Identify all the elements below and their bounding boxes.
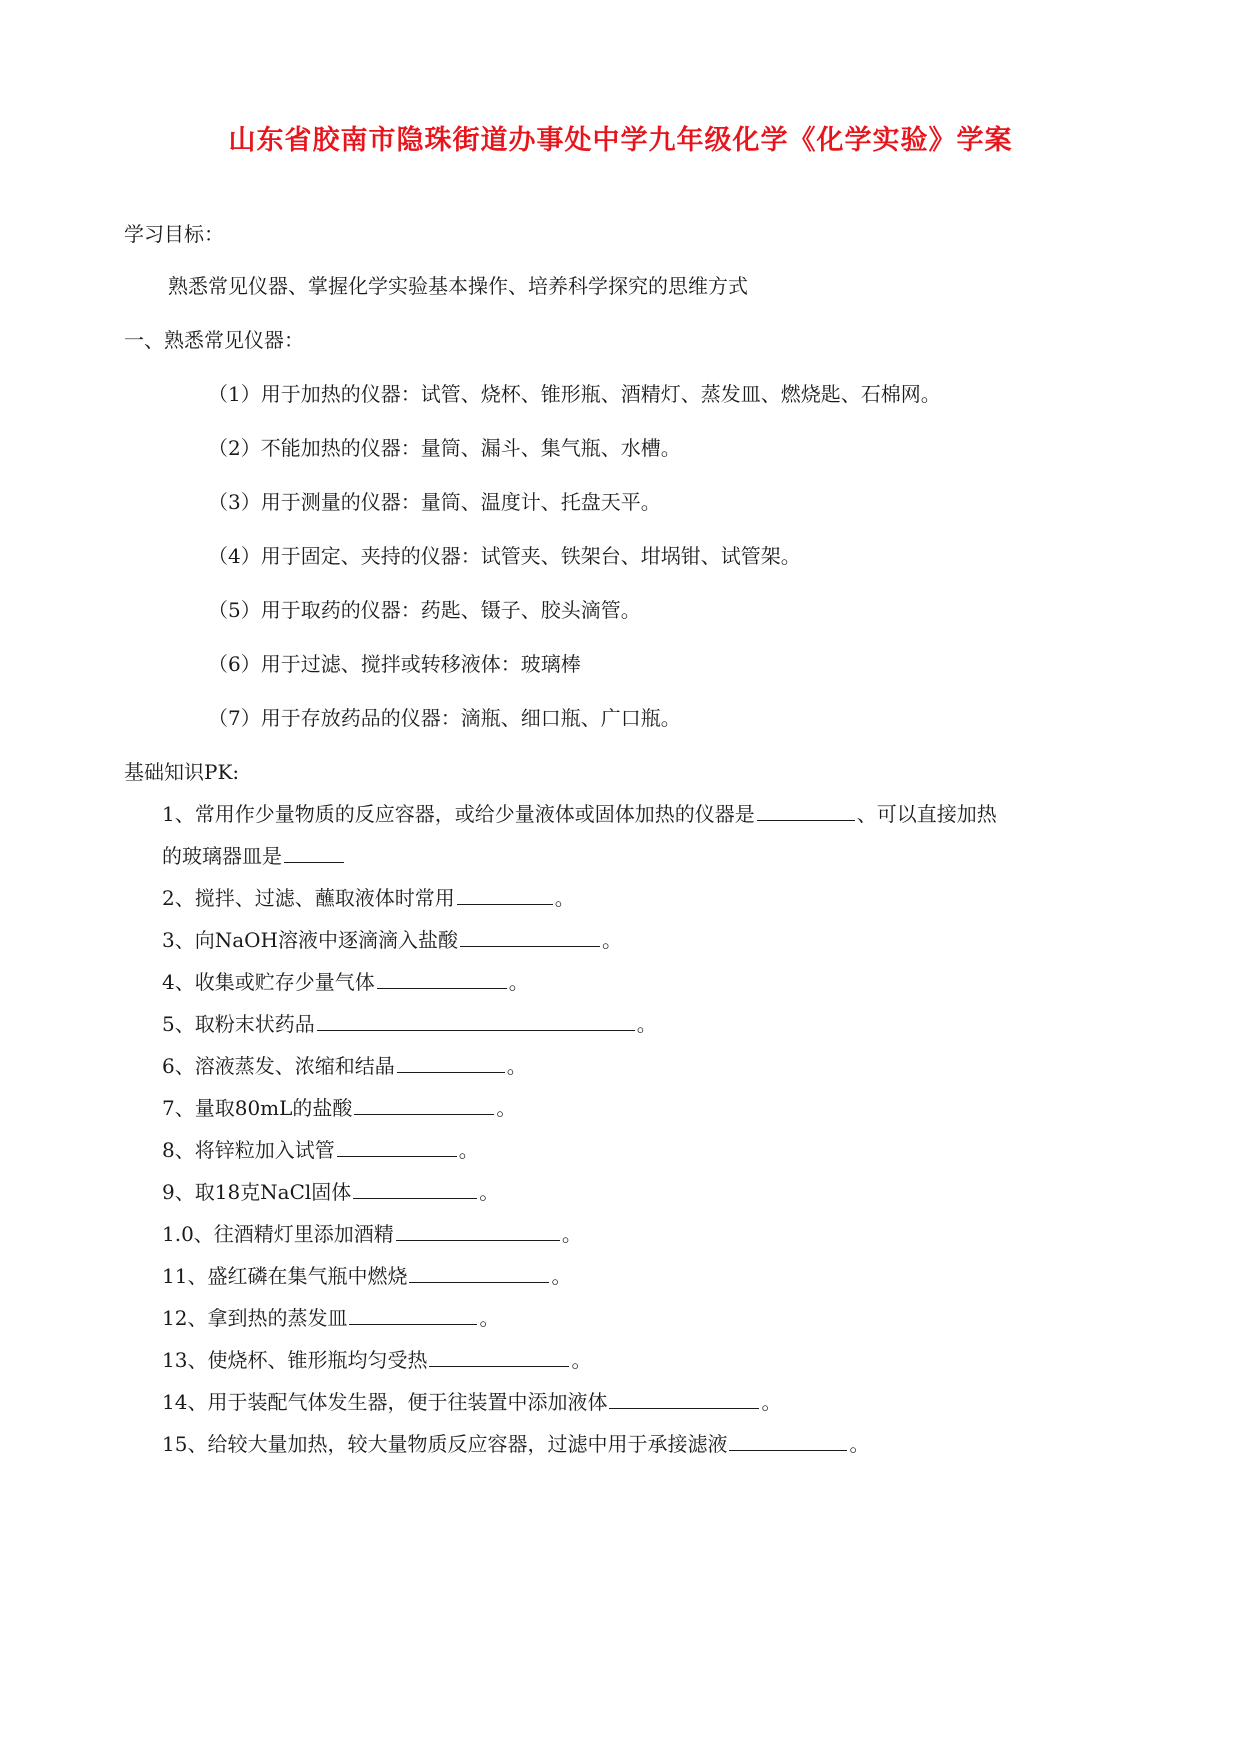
section1-heading: 一、熟悉常见仪器： bbox=[124, 328, 304, 352]
answer-blank[interactable] bbox=[609, 1388, 759, 1409]
question-text: 4、收集或贮存少量气体 bbox=[162, 970, 375, 994]
question-text: 11、盛红磷在集气瓶中燃烧 bbox=[162, 1264, 408, 1288]
question-8 bbox=[162, 1136, 479, 1164]
instrument-item-3: （3）用于测量的仪器：量筒、温度计、托盘天平。 bbox=[208, 490, 661, 514]
question-text: 7、量取80mL的盐酸 bbox=[162, 1096, 353, 1120]
instrument-item-5: （5）用于取药的仪器：药匙、镊子、胶头滴管。 bbox=[208, 598, 641, 622]
question-end: 。 bbox=[458, 1138, 479, 1162]
question-end: 。 bbox=[554, 886, 575, 910]
question-9 bbox=[162, 1178, 499, 1206]
question-text: 14、用于装配气体发生器，便于往装置中添加液体 bbox=[162, 1390, 608, 1414]
question-3 bbox=[162, 926, 622, 954]
question-text: 13、使烧杯、锥形瓶均匀受热 bbox=[162, 1348, 428, 1372]
basics-heading: 基础知识PK: bbox=[124, 760, 240, 784]
answer-blank[interactable] bbox=[396, 1220, 560, 1241]
answer-blank[interactable] bbox=[457, 884, 553, 905]
answer-blank[interactable] bbox=[460, 926, 600, 947]
answer-blank[interactable] bbox=[349, 1304, 477, 1325]
answer-blank[interactable] bbox=[353, 1178, 477, 1199]
instrument-item-1: （1）用于加热的仪器：试管、烧杯、锥形瓶、酒精灯、蒸发皿、燃烧匙、石棉网。 bbox=[208, 382, 941, 406]
question-12 bbox=[162, 1304, 499, 1332]
answer-blank[interactable] bbox=[284, 842, 344, 863]
question-text: 3、向NaOH溶液中逐滴滴入盐酸 bbox=[162, 928, 458, 952]
question-end: 。 bbox=[571, 1348, 592, 1372]
question-end: 。 bbox=[636, 1012, 657, 1036]
answer-blank[interactable] bbox=[397, 1052, 505, 1073]
objectives-text: 熟悉常见仪器、掌握化学实验基本操作、培养科学探究的思维方式 bbox=[168, 274, 748, 298]
instrument-item-6: （6）用于过滤、搅拌或转移液体：玻璃棒 bbox=[208, 652, 581, 676]
question-6 bbox=[162, 1052, 527, 1080]
question-text: 9、取18克NaCl固体 bbox=[162, 1180, 352, 1204]
answer-blank[interactable] bbox=[337, 1136, 457, 1157]
question-10 bbox=[162, 1220, 582, 1248]
question-text: 12、拿到热的蒸发皿 bbox=[162, 1306, 348, 1330]
question-text: 1.0、往酒精灯里添加酒精 bbox=[162, 1222, 394, 1246]
question-14 bbox=[162, 1388, 781, 1416]
answer-blank[interactable] bbox=[429, 1346, 569, 1367]
question-text: 8、将锌粒加入试管 bbox=[162, 1138, 335, 1162]
question-end: 。 bbox=[508, 970, 529, 994]
instrument-item-4: （4）用于固定、夹持的仪器：试管夹、铁架台、坩埚钳、试管架。 bbox=[208, 544, 801, 568]
question-1-text-tail: 、可以直接加热 bbox=[856, 802, 997, 826]
instrument-item-2: （2）不能加热的仪器：量筒、漏斗、集气瓶、水槽。 bbox=[208, 436, 681, 460]
answer-blank[interactable] bbox=[377, 968, 507, 989]
question-2 bbox=[162, 884, 575, 912]
question-13 bbox=[162, 1346, 591, 1374]
answer-blank[interactable] bbox=[757, 800, 855, 821]
objectives-heading: 学习目标： bbox=[124, 222, 224, 246]
answer-blank[interactable] bbox=[317, 1010, 635, 1031]
question-1-line-2 bbox=[162, 842, 346, 870]
question-end: 。 bbox=[496, 1096, 517, 1120]
question-1-text-2: 的玻璃器皿是 bbox=[162, 844, 282, 868]
document-title: 山东省胶南市隐珠街道办事处中学九年级化学《化学实验》学案 bbox=[228, 125, 1013, 156]
question-text: 5、取粉末状药品 bbox=[162, 1012, 315, 1036]
question-text: 15、给较大量加热，较大量物质反应容器，过滤中用于承接滤液 bbox=[162, 1432, 728, 1456]
question-1-text: 1、常用作少量物质的反应容器，或给少量液体或固体加热的仪器是 bbox=[162, 802, 755, 826]
question-end: 。 bbox=[602, 928, 622, 952]
question-end: 。 bbox=[561, 1222, 582, 1246]
question-text: 6、溶液蒸发、浓缩和结晶 bbox=[162, 1054, 395, 1078]
question-end: 。 bbox=[761, 1390, 782, 1414]
answer-blank[interactable] bbox=[729, 1430, 847, 1451]
question-1-line-1 bbox=[162, 800, 997, 828]
instrument-item-7: （7）用于存放药品的仪器：滴瓶、细口瓶、广口瓶。 bbox=[208, 706, 681, 730]
question-7 bbox=[162, 1094, 516, 1122]
question-end: 。 bbox=[506, 1054, 527, 1078]
question-end: 。 bbox=[479, 1306, 500, 1330]
question-end: 。 bbox=[849, 1432, 870, 1456]
question-end: 。 bbox=[551, 1264, 572, 1288]
question-end: 。 bbox=[479, 1180, 500, 1204]
question-4 bbox=[162, 968, 529, 996]
answer-blank[interactable] bbox=[409, 1262, 549, 1283]
question-5 bbox=[162, 1010, 657, 1038]
question-text: 2、搅拌、过滤、蘸取液体时常用 bbox=[162, 886, 455, 910]
question-11 bbox=[162, 1262, 571, 1290]
answer-blank[interactable] bbox=[354, 1094, 494, 1115]
question-15 bbox=[162, 1430, 869, 1458]
